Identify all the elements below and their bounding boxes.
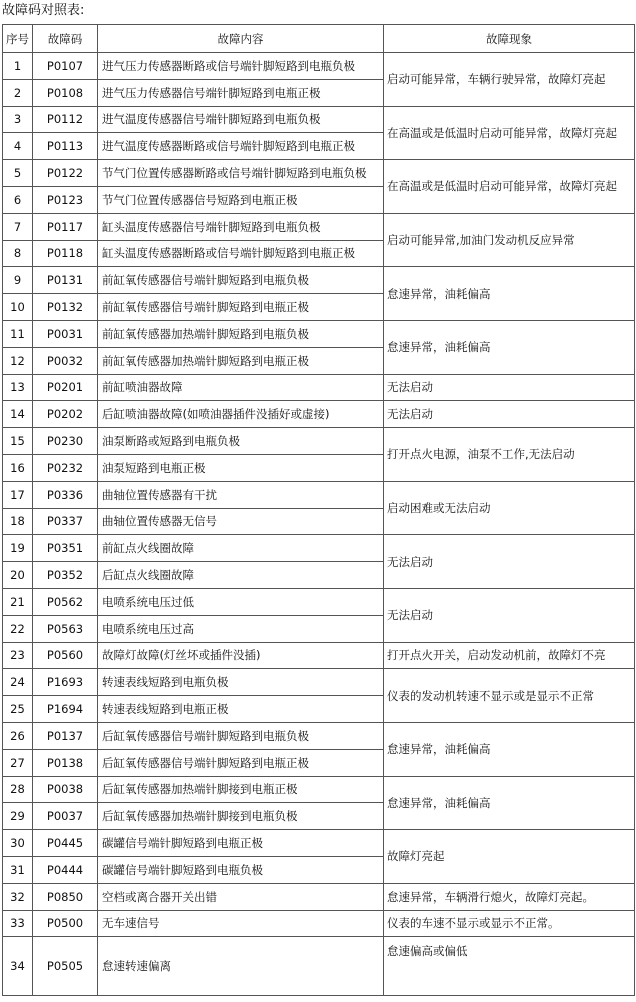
fault-symptom: 无法启动 [384, 588, 635, 642]
table-row [3, 481, 635, 508]
fault-content: 后缸氧传感器加热端针脚接到电瓶负极 [98, 803, 384, 830]
fault-symptom: 在高温或是低温时启动可能异常，故障灯亮起 [384, 160, 635, 214]
fault-content: 缸头温度传感器断路或信号端针脚短路到电瓶正极 [98, 240, 384, 267]
row-index: 23 [3, 642, 33, 669]
fault-code: P0560 [33, 642, 98, 669]
fault-content: 无车速信号 [98, 910, 384, 937]
row-index: 17 [3, 481, 33, 508]
fault-code: P0201 [33, 374, 98, 401]
fault-content: 进气温度传感器断路或信号端针脚短路到电瓶正极 [98, 133, 384, 160]
table-row [3, 213, 635, 240]
fault-code: P0137 [33, 722, 98, 749]
table-row [3, 428, 635, 455]
table-row [3, 776, 635, 803]
fault-code: P0505 [33, 937, 98, 996]
row-index: 4 [3, 133, 33, 160]
fault-symptom: 怠速异常，油耗偏高 [384, 267, 635, 321]
fault-symptom: 启动可能异常，车辆行驶异常，故障灯亮起 [384, 53, 635, 107]
table-row [3, 106, 635, 133]
row-index: 18 [3, 508, 33, 535]
row-index: 10 [3, 294, 33, 321]
fault-content: 前缸氧传感器加热端针脚短路到电瓶正极 [98, 347, 384, 374]
fault-symptom: 怠速异常，车辆滑行熄火，故障灯亮起。 [384, 883, 635, 910]
fault-symptom: 无法启动 [384, 401, 635, 428]
table-row [3, 910, 635, 937]
row-index: 26 [3, 722, 33, 749]
header-content: 故障内容 [98, 25, 384, 53]
fault-content: 前缸氧传感器信号端针脚短路到电瓶正极 [98, 294, 384, 321]
fault-symptom: 怠速偏高或偏低 [384, 937, 635, 996]
table-row [3, 937, 635, 996]
fault-content: 碳罐信号端针脚短路到电瓶负极 [98, 856, 384, 883]
fault-code: P0123 [33, 186, 98, 213]
fault-code: P0500 [33, 910, 98, 937]
row-index: 8 [3, 240, 33, 267]
header-code: 故障码 [33, 25, 98, 53]
fault-content: 进气压力传感器信号端针脚短路到电瓶正极 [98, 79, 384, 106]
fault-content: 电喷系统电压过高 [98, 615, 384, 642]
row-index: 11 [3, 320, 33, 347]
row-index: 24 [3, 669, 33, 696]
fault-code: P0232 [33, 454, 98, 481]
row-index: 30 [3, 830, 33, 857]
fault-content: 转速表线短路到电瓶正极 [98, 696, 384, 723]
fault-symptom: 打开点火电源，油泵不工作,无法启动 [384, 428, 635, 482]
row-index: 16 [3, 454, 33, 481]
fault-content: 后缸氧传感器加热端针脚接到电瓶正极 [98, 776, 384, 803]
fault-code: P0113 [33, 133, 98, 160]
fault-code: P0444 [33, 856, 98, 883]
header-index: 序号 [3, 25, 33, 53]
fault-symptom: 怠速异常，油耗偏高 [384, 722, 635, 776]
fault-symptom: 仪表的车速不显示或显示不正常。 [384, 910, 635, 937]
fault-symptom: 怠速异常，油耗偏高 [384, 776, 635, 830]
fault-content: 节气门位置传感器信号短路到电瓶正极 [98, 186, 384, 213]
fault-content: 前缸喷油器故障 [98, 374, 384, 401]
fault-content: 碳罐信号端针脚短路到电瓶正极 [98, 830, 384, 857]
row-index: 6 [3, 186, 33, 213]
fault-content: 后缸喷油器故障(如喷油器插件没插好或虚接) [98, 401, 384, 428]
fault-content: 后缸氧传感器信号端针脚短路到电瓶负极 [98, 722, 384, 749]
fault-code: P0032 [33, 347, 98, 374]
fault-code: P0112 [33, 106, 98, 133]
fault-content: 油泵断路或短路到电瓶负极 [98, 428, 384, 455]
row-index: 20 [3, 562, 33, 589]
row-index: 29 [3, 803, 33, 830]
fault-code: P0850 [33, 883, 98, 910]
fault-code: P0108 [33, 79, 98, 106]
row-index: 34 [3, 937, 33, 996]
table-row [3, 722, 635, 749]
table-row [3, 642, 635, 669]
fault-symptom: 故障灯亮起 [384, 830, 635, 884]
table-row [3, 588, 635, 615]
fault-code: P0118 [33, 240, 98, 267]
fault-content: 进气温度传感器信号端针脚短路到电瓶负极 [98, 106, 384, 133]
page-title: 故障码对照表: [2, 3, 85, 18]
row-index: 32 [3, 883, 33, 910]
fault-symptom: 无法启动 [384, 374, 635, 401]
fault-code: P0107 [33, 53, 98, 80]
fault-symptom: 启动困难或无法启动 [384, 481, 635, 535]
fault-symptom: 启动可能异常,加油门发动机反应异常 [384, 213, 635, 267]
table-header-row [3, 25, 635, 53]
row-index: 3 [3, 106, 33, 133]
header-symptom: 故障现象 [384, 25, 635, 53]
fault-code: P1694 [33, 696, 98, 723]
fault-content: 油泵短路到电瓶正极 [98, 454, 384, 481]
fault-code: P0352 [33, 562, 98, 589]
fault-symptom: 无法启动 [384, 535, 635, 589]
fault-content: 节气门位置传感器断路或信号端针脚短路到电瓶负极 [98, 160, 384, 187]
row-index: 12 [3, 347, 33, 374]
fault-symptom: 怠速异常，油耗偏高 [384, 320, 635, 374]
fault-content: 缸头温度传感器信号端针脚短路到电瓶负极 [98, 213, 384, 240]
fault-content: 前缸氧传感器加热端针脚短路到电瓶负极 [98, 320, 384, 347]
fault-symptom: 仪表的发动机转速不显示或是显示不正常 [384, 669, 635, 723]
table-body [3, 53, 635, 996]
table-row [3, 267, 635, 294]
fault-content: 前缸点火线圈故障 [98, 535, 384, 562]
fault-content: 前缸氧传感器信号端针脚短路到电瓶负极 [98, 267, 384, 294]
table-row [3, 320, 635, 347]
table-row [3, 53, 635, 80]
row-index: 25 [3, 696, 33, 723]
fault-code: P0131 [33, 267, 98, 294]
fault-content: 曲轴位置传感器有干扰 [98, 481, 384, 508]
fault-code: P0132 [33, 294, 98, 321]
row-index: 2 [3, 79, 33, 106]
table-row [3, 160, 635, 187]
table-row [3, 883, 635, 910]
row-index: 27 [3, 749, 33, 776]
fault-content: 故障灯故障(灯丝坏或插件没插) [98, 642, 384, 669]
table-row [3, 669, 635, 696]
fault-content: 电喷系统电压过低 [98, 588, 384, 615]
fault-code-table [2, 24, 635, 996]
fault-code: P0230 [33, 428, 98, 455]
row-index: 5 [3, 160, 33, 187]
fault-code: P0337 [33, 508, 98, 535]
row-index: 21 [3, 588, 33, 615]
table-row [3, 374, 635, 401]
fault-code: P0336 [33, 481, 98, 508]
fault-content: 进气压力传感器断路或信号端针脚短路到电瓶负极 [98, 53, 384, 80]
table-row [3, 830, 635, 857]
fault-code: P0038 [33, 776, 98, 803]
row-index: 31 [3, 856, 33, 883]
row-index: 15 [3, 428, 33, 455]
fault-content: 后缸氧传感器信号端针脚短路到电瓶正极 [98, 749, 384, 776]
fault-content: 后缸点火线圈故障 [98, 562, 384, 589]
fault-content: 转速表线短路到电瓶负极 [98, 669, 384, 696]
fault-content: 怠速转速偏离 [98, 937, 384, 996]
row-index: 14 [3, 401, 33, 428]
fault-code: P0563 [33, 615, 98, 642]
fault-code: P0445 [33, 830, 98, 857]
fault-content: 曲轴位置传感器无信号 [98, 508, 384, 535]
fault-code: P0562 [33, 588, 98, 615]
row-index: 19 [3, 535, 33, 562]
fault-symptom: 在高温或是低温时启动可能异常，故障灯亮起 [384, 106, 635, 160]
row-index: 28 [3, 776, 33, 803]
fault-code: P0138 [33, 749, 98, 776]
row-index: 33 [3, 910, 33, 937]
row-index: 7 [3, 213, 33, 240]
row-index: 9 [3, 267, 33, 294]
table-row [3, 535, 635, 562]
fault-code: P0117 [33, 213, 98, 240]
fault-code: P1693 [33, 669, 98, 696]
row-index: 13 [3, 374, 33, 401]
row-index: 1 [3, 53, 33, 80]
fault-content: 空档或离合器开关出错 [98, 883, 384, 910]
fault-code: P0037 [33, 803, 98, 830]
fault-code: P0031 [33, 320, 98, 347]
fault-code: P0351 [33, 535, 98, 562]
row-index: 22 [3, 615, 33, 642]
fault-symptom: 打开点火开关，启动发动机前，故障灯不亮 [384, 642, 635, 669]
fault-code: P0122 [33, 160, 98, 187]
table-row [3, 401, 635, 428]
fault-code: P0202 [33, 401, 98, 428]
